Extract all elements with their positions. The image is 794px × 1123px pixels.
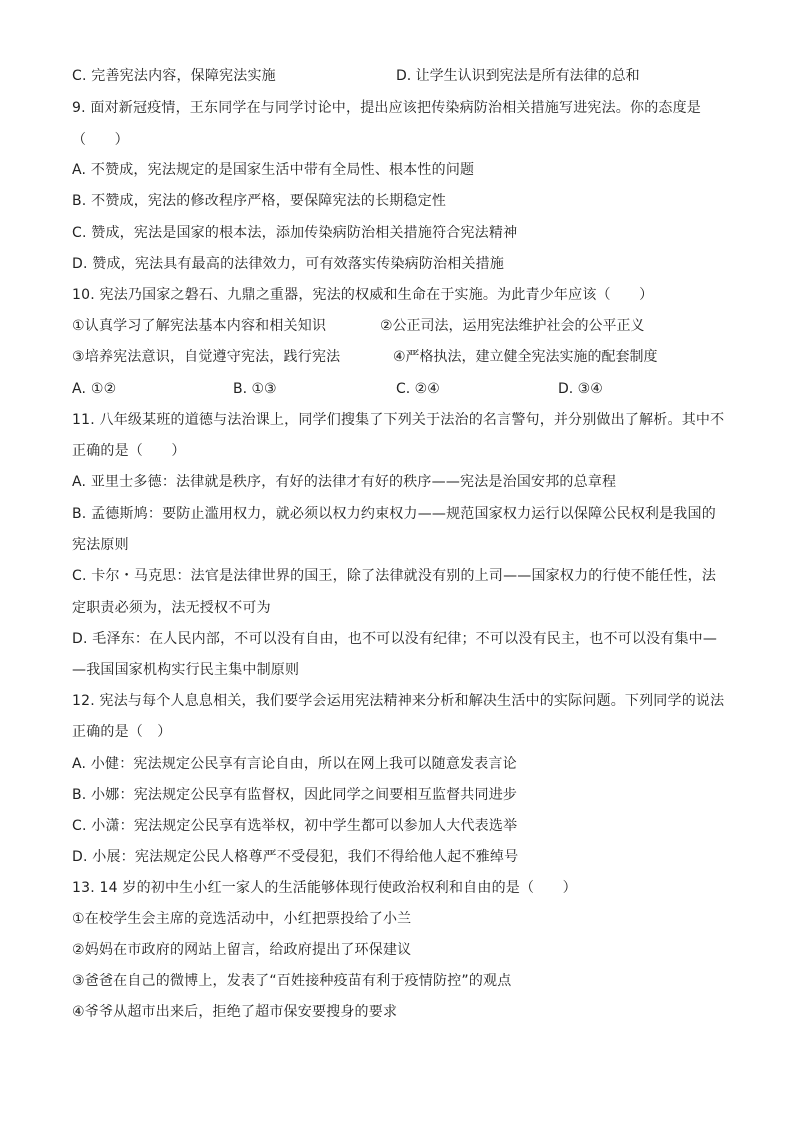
q12-option-c: C. 小潇：宪法规定公民享有选举权，初中学生都可以参加人大代表选举 <box>72 818 518 834</box>
q10-statement-4: ④严格执法，建立健全宪法实施的配套制度 <box>393 349 658 365</box>
q10-option-d: D. ③④ <box>558 381 603 397</box>
q9-option-b: B. 不赞成，宪法的修改程序严格，要保障宪法的长期稳定性 <box>72 193 447 209</box>
q10-statement-1: ①认真学习了解宪法基本内容和相关知识 <box>72 318 327 334</box>
q13-statement-1: ①在校学生会主席的竞选活动中，小红把票投给了小兰 <box>72 911 412 927</box>
q10-statement-3: ③培养宪法意识，自觉遵守宪法，践行宪法 <box>72 349 341 365</box>
q13-statement-2: ②妈妈在市政府的网站上留言，给政府提出了环保建议 <box>72 942 412 958</box>
q10-stem: 10. 宪法乃国家之磐石、九鼎之重器，宪法的权威和生命在于实施。为此青少年应该（ ） <box>72 287 654 303</box>
q11-option-c-cont: 定职责必须为，法无授权不可为 <box>72 600 271 616</box>
q13-stem: 13. 14 岁的初中生小红一家人的生活能够体现行使政治权利和自由的是（ ） <box>72 880 577 896</box>
q11-option-b-cont: 宪法原则 <box>72 537 129 553</box>
q11-option-b: B. 孟德斯鸠：要防止滥用权力，就必须以权力约束权力——规范国家权力运行以保障公民权利是我国的 <box>72 506 716 522</box>
q9-stem: 9. 面对新冠疫情，王东同学在与同学讨论中，提出应该把传染病防治相关措施写进宪法。你的态度是 <box>72 100 702 116</box>
q11-option-d: D. 毛泽东：在人民内部，不可以没有自由，也不可以没有纪律；不可以没有民主，也不可以没有集中— <box>72 631 718 647</box>
q11-option-a: A. 亚里士多德：法律就是秩序，有好的法律才有好的秩序——宪法是治国安邦的总章程 <box>72 474 617 490</box>
q12-option-d: D. 小展：宪法规定公民人格尊严不受侵犯，我们不得给他人起不雅绰号 <box>72 849 519 865</box>
q12-option-b: B. 小娜：宪法规定公民享有监督权，因此同学之间要相互监督共同进步 <box>72 787 518 803</box>
q9-stem-cont: （ ） <box>72 132 129 148</box>
q12-option-a: A. 小健：宪法规定公民享有言论自由，所以在网上我可以随意发表言论 <box>72 756 517 772</box>
q9-option-c: C. 赞成，宪法是国家的根本法，添加传染病防治相关措施符合宪法精神 <box>72 225 518 241</box>
q12-stem: 12. 宪法与每个人息息相关，我们要学会运用宪法精神来分析和解决生活中的实际问题。下列同学的说法 <box>72 693 725 709</box>
q11-stem: 11. 八年级某班的道德与法治课上，同学们搜集了下列关于法治的名言警句，并分别做出了解析。其中不 <box>72 412 725 428</box>
q8-option-d: D. 让学生认识到宪法是所有法律的总和 <box>396 68 640 84</box>
q13-statement-3: ③爸爸在自己的微博上，发表了“百姓接种疫苗有利于疫情防控”的观点 <box>72 973 512 989</box>
q10-option-b: B. ①③ <box>233 381 277 397</box>
q10-option-a: A. ①② <box>72 381 117 397</box>
q9-option-a: A. 不赞成，宪法规定的是国家生活中带有全局性、根本性的问题 <box>72 162 475 178</box>
q11-option-c: C. 卡尔・马克思：法官是法律世界的国王，除了法律就没有别的上司——国家权力的行使不能任性，法 <box>72 568 717 584</box>
q10-option-c: C. ②④ <box>396 381 440 397</box>
q10-statement-2: ②公正司法，运用宪法维护社会的公平正义 <box>380 318 645 334</box>
q11-stem-cont: 正确的是（ ） <box>72 443 186 459</box>
q11-option-d-cont: —我国国家机构实行民主集中制原则 <box>72 662 300 678</box>
q12-stem-cont: 正确的是（ ） <box>72 724 172 740</box>
q9-option-d: D. 赞成，宪法具有最高的法律效力，可有效落实传染病防治相关措施 <box>72 256 505 272</box>
q8-option-c: C. 完善宪法内容，保障宪法实施 <box>72 68 276 84</box>
q13-statement-4: ④爷爷从超市出来后，拒绝了超市保安要搜身的要求 <box>72 1004 398 1020</box>
